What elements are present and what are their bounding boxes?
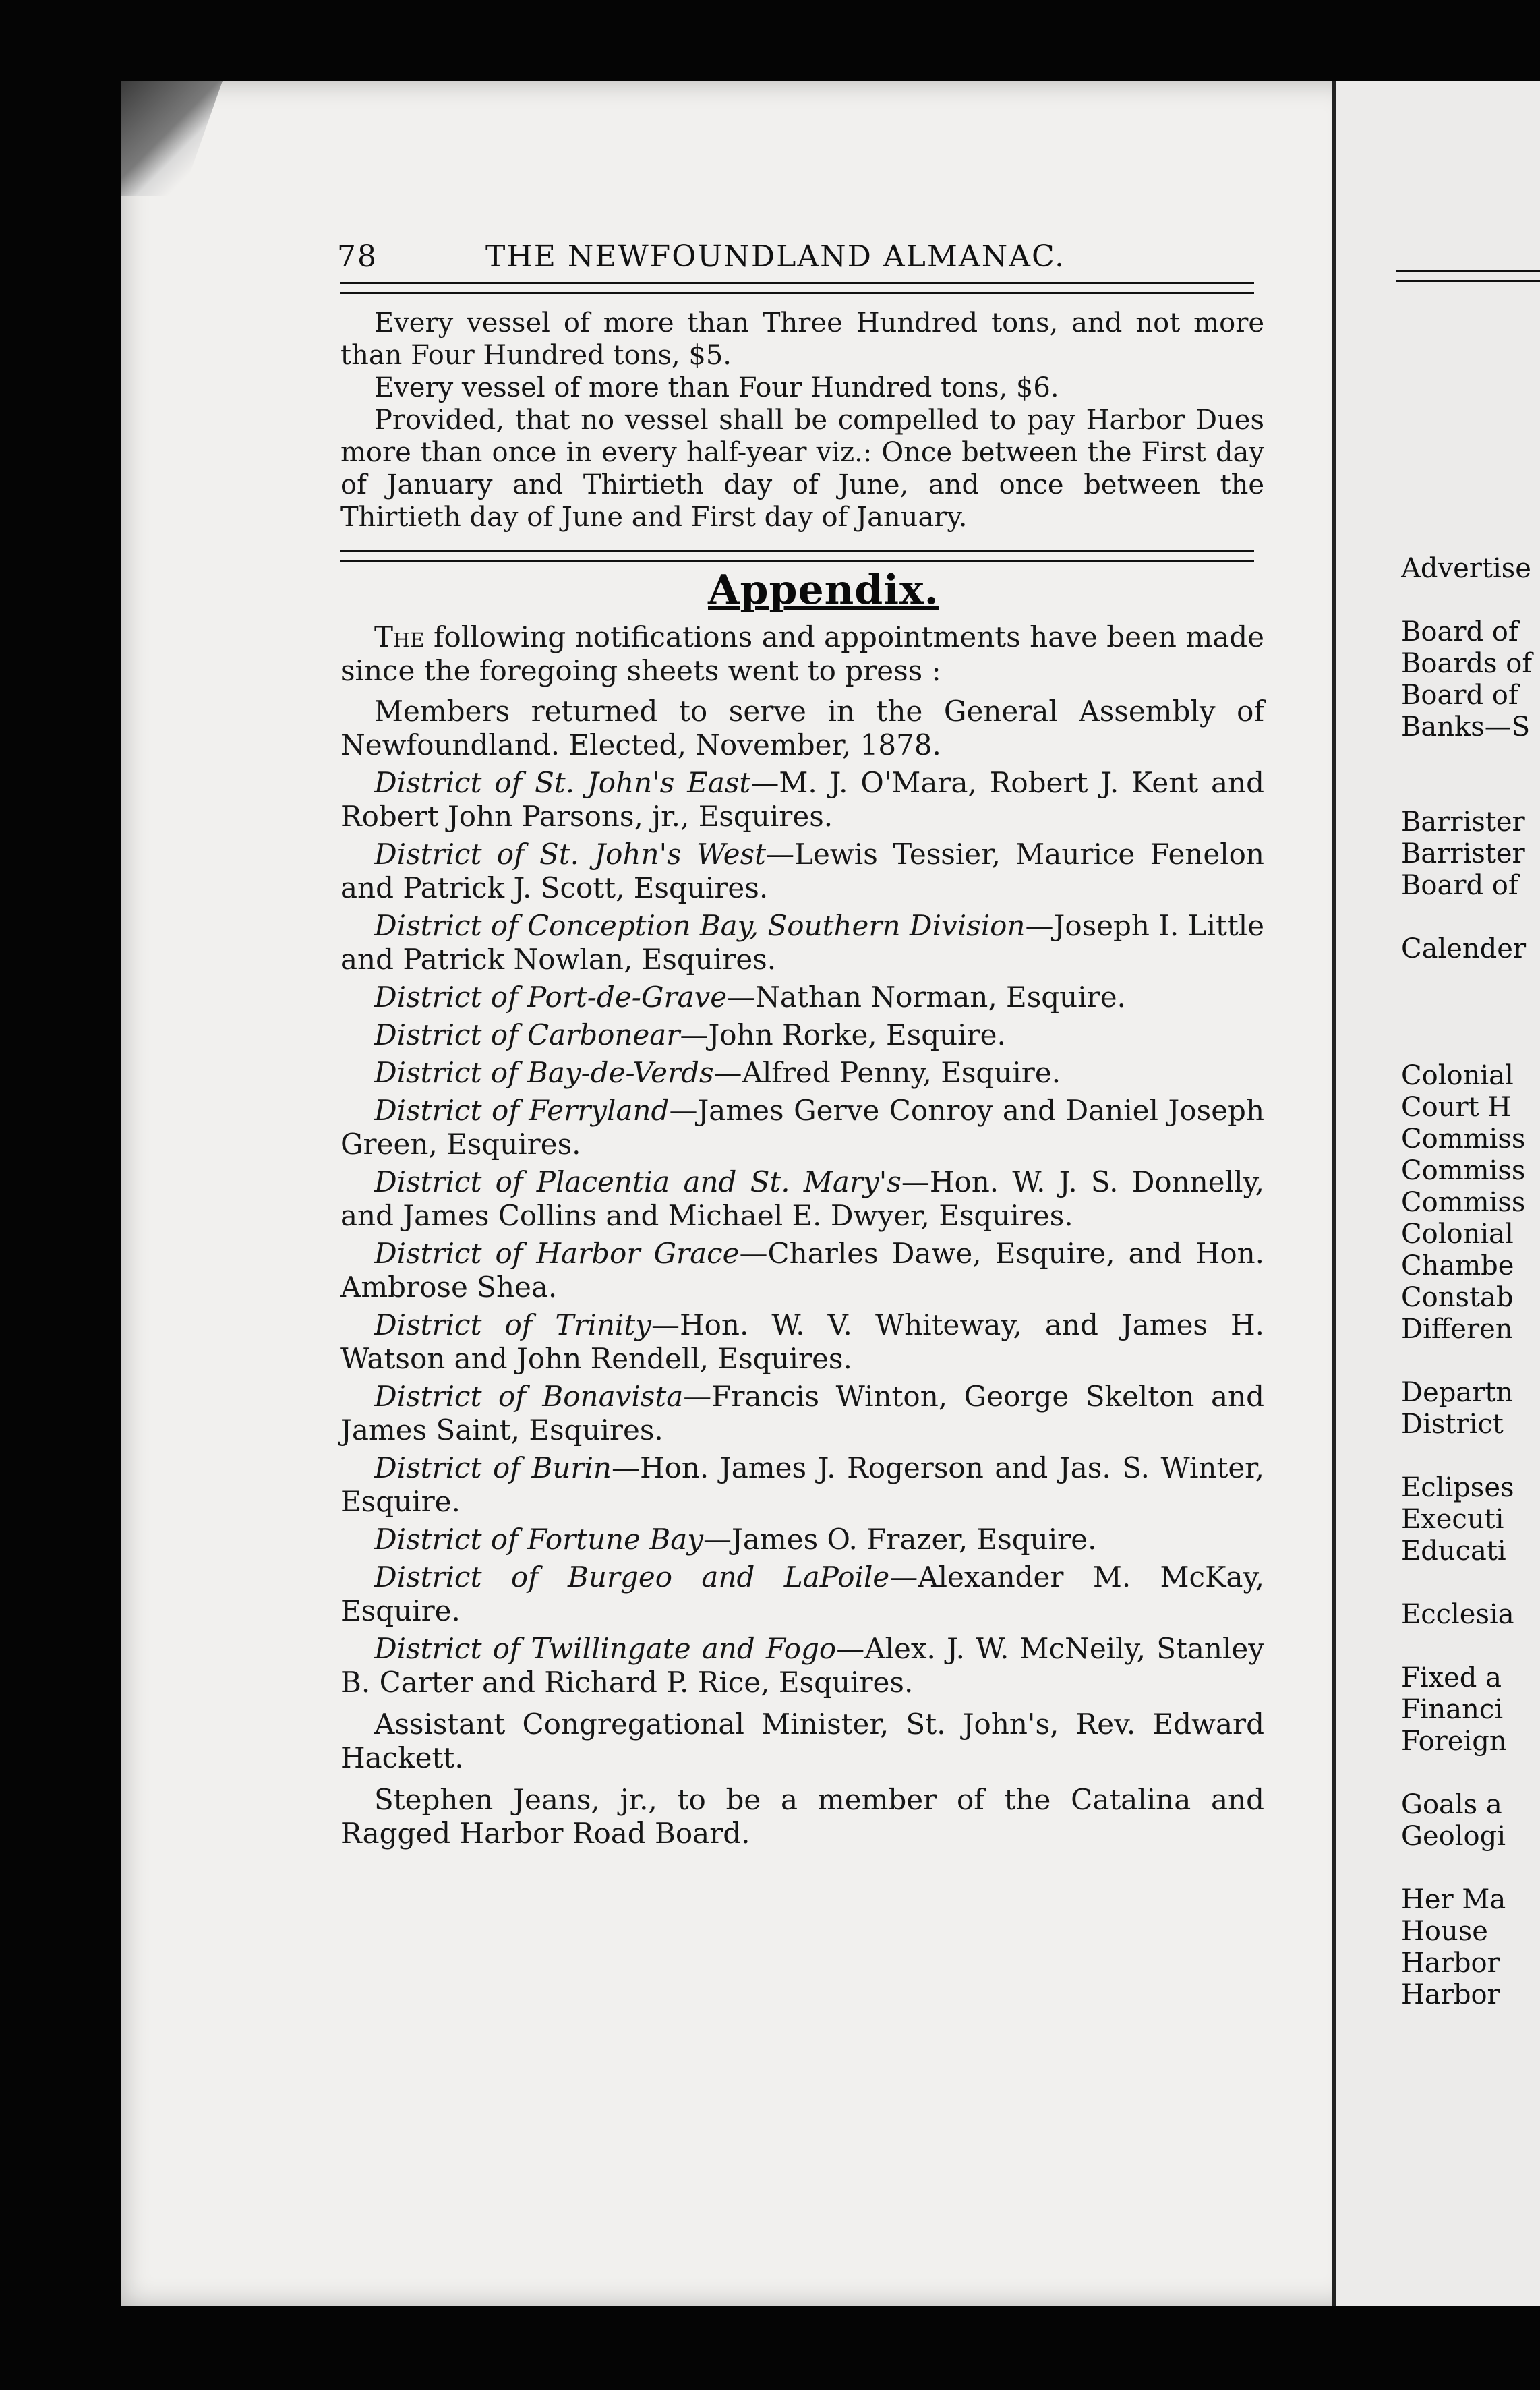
district-name: District of Bay-de-Verds	[374, 1056, 714, 1089]
index-entry: Boards of	[1401, 648, 1533, 679]
district-name: District of Twillingate and Fogo	[374, 1632, 837, 1665]
index-entry: District	[1401, 1409, 1504, 1440]
district-members: —Hon. W. V. Whiteway, and James H. Watson and John Rendell, Esquires.	[340, 1308, 1265, 1375]
district-entry	[340, 981, 1264, 1014]
index-entry: Departn	[1401, 1377, 1514, 1408]
minister-notice: Assistant Congregational Minister, St. John's, Rev. Edward Hackett.	[340, 1708, 1264, 1774]
district-name: District of Burgeo and LaPoile	[374, 1561, 890, 1594]
district-entry	[340, 1308, 1264, 1376]
index-entry: Her Ma	[1401, 1884, 1506, 1915]
index-entry: Chambe	[1401, 1250, 1514, 1281]
index-entry	[1401, 965, 1540, 997]
index-entry: Board of	[1401, 616, 1518, 647]
index-entry: Colonial	[1401, 1060, 1514, 1091]
index-entry	[1401, 585, 1540, 616]
index-entry: Commiss	[1401, 1187, 1526, 1218]
index-entry: Harbor	[1401, 1948, 1500, 1979]
intro-lead: The	[374, 620, 425, 653]
district-entry	[340, 838, 1264, 905]
district-name: District of Carbonear	[374, 1018, 680, 1051]
index-entry: Financi	[1401, 1694, 1504, 1725]
district-name: District of Ferryland	[374, 1094, 670, 1127]
section-rule	[340, 550, 1254, 562]
district-members: —Hon. W. J. S. Donnelly, and James Collins and Michael E. Dwyer, Esquires.	[340, 1165, 1265, 1232]
harbor-dues-section	[340, 307, 1264, 533]
index-entry	[1401, 1028, 1540, 1060]
district-entry	[340, 1561, 1264, 1628]
index-entry: Colonial	[1401, 1219, 1514, 1250]
index-entry: Executi	[1401, 1504, 1504, 1535]
index-entry: Board of	[1401, 870, 1518, 901]
index-entry: Foreign	[1401, 1726, 1507, 1757]
district-members: —Alexander M. McKay, Esquire.	[340, 1561, 1265, 1627]
district-name: District of Bonavista	[374, 1380, 684, 1413]
dues-paragraph: Every vessel of more than Four Hundred tons, $6.	[374, 372, 1059, 403]
appendix-heading: Appendix.	[708, 566, 939, 614]
dues-paragraph: Every vessel of more than Three Hundred tons, and not more than Four Hundred tons, $5.	[340, 308, 1264, 371]
district-members: —M. J. O'Mara, Robert J. Kent and Robert John Parsons, jr., Esquires.	[340, 766, 1264, 833]
district-entry	[340, 1056, 1264, 1090]
index-entry: Commiss	[1401, 1124, 1526, 1155]
district-members: —Francis Winton, George Skelton and James Saint, Esquires.	[340, 1380, 1264, 1447]
right-page-rule	[1396, 270, 1540, 282]
index-entry	[1401, 1567, 1540, 1599]
district-entry	[340, 1165, 1264, 1233]
index-entry: Barrister	[1401, 807, 1525, 838]
page-number: 78	[337, 239, 378, 274]
dues-paragraph: Provided, that no vessel shall be compelled to pay Harbor Dues more than once in every half-year viz.: Once between the First day of January and Thirtieth day of June, and once between the Thirtieth day of June and First day of January.	[340, 405, 1264, 533]
index-entry: Eclipses	[1401, 1472, 1514, 1503]
index-entry	[1401, 775, 1540, 807]
index-entry: Board of	[1401, 680, 1518, 711]
header-rule	[340, 282, 1254, 294]
index-entry: Constab	[1401, 1282, 1514, 1313]
district-entry	[340, 1380, 1264, 1447]
district-name: District of Burin	[374, 1451, 612, 1484]
district-entry	[340, 1018, 1264, 1052]
district-name: District of St. John's East	[374, 766, 751, 799]
district-entry	[340, 1094, 1264, 1161]
index-entry: House	[1401, 1916, 1488, 1947]
district-name: District of Fortune Bay	[374, 1523, 704, 1556]
index-entry: Commiss	[1401, 1155, 1526, 1186]
index-entry	[1401, 743, 1540, 775]
index-entry: Educati	[1401, 1536, 1506, 1567]
index-entry: Fixed a	[1401, 1662, 1502, 1693]
index-entry	[1401, 997, 1540, 1028]
right-page-index	[1401, 553, 1540, 2011]
index-entry: Harbor	[1401, 1979, 1500, 2010]
index-entry: Geologi	[1401, 1821, 1506, 1852]
members-intro: Members returned to serve in the General Assembly of Newfoundland. Elected, November, 1878.	[340, 695, 1264, 761]
district-entry	[340, 1523, 1264, 1556]
index-entry: Court H	[1401, 1092, 1512, 1123]
district-name: District of Conception Bay, Southern Division	[374, 909, 1026, 942]
district-members: —Lewis Tessier, Maurice Fenelon and Patrick J. Scott, Esquires.	[340, 838, 1264, 904]
index-entry: Advertise	[1401, 553, 1531, 584]
index-entry	[1401, 1853, 1540, 1884]
district-members: —Alfred Penny, Esquire.	[713, 1056, 1061, 1089]
appendix-body	[340, 620, 1264, 1850]
district-name: District of Placentia and St. Mary's	[374, 1165, 901, 1198]
index-entry	[1401, 1345, 1540, 1377]
district-name: District of St. John's West	[374, 838, 767, 871]
index-entry	[1401, 902, 1540, 933]
district-entry	[340, 1451, 1264, 1519]
appendix-intro	[340, 620, 1264, 688]
index-entry: Differen	[1401, 1314, 1513, 1345]
district-members: —Charles Dawe, Esquire, and Hon. Ambrose Shea.	[340, 1237, 1265, 1304]
district-members: —Nathan Norman, Esquire.	[727, 981, 1126, 1014]
index-entry: Barrister	[1401, 838, 1525, 869]
index-entry	[1401, 1440, 1540, 1472]
page-header	[337, 239, 1247, 280]
district-members: —Hon. James J. Rogerson and Jas. S. Winter, Esquire.	[340, 1451, 1264, 1518]
index-entry: Goals a	[1401, 1789, 1502, 1820]
district-name: District of Harbor Grace	[374, 1237, 740, 1270]
district-entry	[340, 1237, 1264, 1304]
road-board-notice: Stephen Jeans, jr., to be a member of the Catalina and Ragged Harbor Road Board.	[340, 1783, 1264, 1850]
district-members: —James Gerve Conroy and Daniel Joseph Green, Esquires.	[340, 1094, 1264, 1161]
index-entry: Ecclesia	[1401, 1599, 1514, 1630]
district-members: —Joseph I. Little and Patrick Nowlan, Esquires.	[340, 909, 1264, 976]
index-entry	[1401, 1757, 1540, 1789]
district-name: District of Port-de-Grave	[374, 981, 728, 1014]
intro-text: following notifications and appointments have been made since the foregoing sheets went to press :	[340, 620, 1264, 687]
district-entry	[340, 909, 1264, 977]
district-entry	[340, 766, 1264, 834]
district-members: —John Rorke, Esquire.	[680, 1018, 1006, 1051]
district-name: District of Trinity	[374, 1308, 651, 1341]
index-entry: Calender	[1401, 933, 1527, 964]
district-entry	[340, 1632, 1264, 1699]
district-members: —James O. Frazer, Esquire.	[703, 1523, 1097, 1556]
index-entry	[1401, 1631, 1540, 1662]
index-entry: Banks—S	[1401, 711, 1531, 742]
district-members: —Alex. J. W. McNeily, Stanley B. Carter and Richard P. Rice, Esquires.	[340, 1632, 1264, 1699]
running-title: THE NEWFOUNDLAND ALMANAC.	[485, 239, 1066, 274]
